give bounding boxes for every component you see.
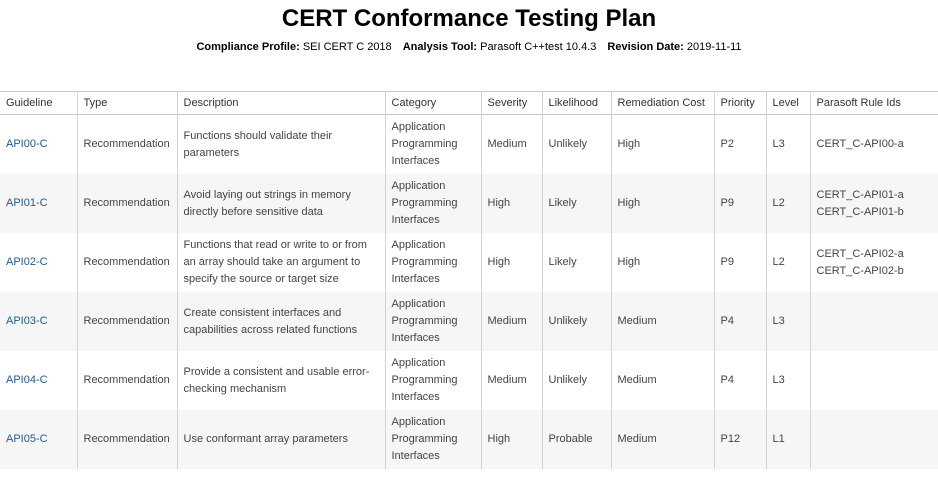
column-header[interactable]: Category [385,92,481,115]
guideline-id[interactable]: API03-C [0,292,77,351]
type-cell: Recommendation [77,351,177,410]
remediation-cost-cell: High [611,174,714,233]
table-row [0,410,938,469]
table-row [0,351,938,410]
revision-date-label: Revision Date: [607,41,684,53]
severity-cell: Medium [481,351,542,410]
page-title: CERT Conformance Testing Plan [281,5,657,32]
priority-cell: P9 [714,233,766,292]
rule-id: CERT_C-API01-a [816,188,904,201]
type-cell: Recommendation [77,292,177,351]
rule-id: CERT_C-API02-a [816,247,904,260]
category-cell: Application Programming Interfaces [385,233,481,292]
remediation-cost-cell: Medium [611,351,714,410]
rule-ids-cell [810,174,938,233]
column-header[interactable]: Remediation Cost [611,92,714,115]
type-cell: Recommendation [77,410,177,469]
description-cell: Functions should validate their parameters [177,115,385,175]
table-row [0,115,938,175]
category-cell: Application Programming Interfaces [385,174,481,233]
analysis-tool-value: Parasoft C++test 10.4.3 [480,41,597,53]
level-cell: L2 [766,233,810,292]
priority-cell: P12 [714,410,766,469]
priority-cell: P9 [714,174,766,233]
guideline-id[interactable]: API02-C [0,233,77,292]
severity-cell: Medium [481,292,542,351]
revision-date-value: 2019-11-11 [686,41,742,53]
compliance-profile-label: Compliance Profile: [196,41,300,53]
priority-cell: P2 [714,115,766,175]
column-header[interactable]: Priority [714,92,766,115]
type-cell: Recommendation [77,115,177,175]
likelihood-cell: Likely [542,233,611,292]
level-cell: L1 [766,410,810,469]
severity-cell: Medium [481,115,542,175]
likelihood-cell: Unlikely [542,351,611,410]
description-cell: Create consistent interfaces and capabilities across related functions [177,292,385,351]
category-cell: Application Programming Interfaces [385,410,481,469]
column-header[interactable]: Guideline [0,92,77,115]
rule-ids-cell [810,292,938,351]
column-header[interactable]: Severity [481,92,542,115]
guideline-id[interactable]: API00-C [0,115,77,175]
table-row [0,174,938,233]
severity-cell: High [481,233,542,292]
table-header-row [0,92,938,115]
guidelines-table [0,91,938,469]
guideline-id[interactable]: API04-C [0,351,77,410]
remediation-cost-cell: High [611,115,714,175]
level-cell: L3 [766,292,810,351]
level-cell: L3 [766,351,810,410]
column-header[interactable]: Likelihood [542,92,611,115]
priority-cell: P4 [714,292,766,351]
rule-ids-cell [810,233,938,292]
description-cell: Avoid laying out strings in memory directly before sensitive data [177,174,385,233]
likelihood-cell: Unlikely [542,115,611,175]
revision-date [607,41,741,53]
rule-id: CERT_C-API01-b [816,205,904,218]
rule-ids-cell [810,115,938,175]
severity-cell: High [481,174,542,233]
table-row [0,233,938,292]
likelihood-cell: Likely [542,174,611,233]
type-cell: Recommendation [77,174,177,233]
analysis-tool-label: Analysis Tool: [402,41,478,53]
column-header[interactable]: Level [766,92,810,115]
remediation-cost-cell: High [611,233,714,292]
likelihood-cell: Probable [542,410,611,469]
compliance-profile-value: SEI CERT C 2018 [302,41,392,53]
compliance-profile [196,41,391,53]
category-cell: Application Programming Interfaces [385,292,481,351]
remediation-cost-cell: Medium [611,410,714,469]
severity-cell: High [481,410,542,469]
category-cell: Application Programming Interfaces [385,115,481,175]
type-cell: Recommendation [77,233,177,292]
description-cell: Provide a consistent and usable error-checking mechanism [177,351,385,410]
analysis-tool [403,41,597,53]
level-cell: L2 [766,174,810,233]
likelihood-cell: Unlikely [542,292,611,351]
guideline-id[interactable]: API01-C [0,174,77,233]
rule-id: CERT_C-API02-b [816,264,904,277]
table-row [0,292,938,351]
description-cell: Functions that read or write to or from an array should take an argument to specify the source or target size [177,233,385,292]
remediation-cost-cell: Medium [611,292,714,351]
rule-ids-cell [810,410,938,469]
priority-cell: P4 [714,351,766,410]
rule-ids-cell [810,351,938,410]
column-header[interactable]: Parasoft Rule Ids [810,92,938,115]
rule-id: CERT_C-API00-a [816,138,904,150]
guideline-id[interactable]: API05-C [0,410,77,469]
level-cell: L3 [766,115,810,175]
column-header[interactable]: Type [77,92,177,115]
category-cell: Application Programming Interfaces [385,351,481,410]
column-header[interactable]: Description [177,92,385,115]
table-body [0,115,938,470]
guidelines-table-container [0,91,938,469]
report-meta [0,39,938,55]
description-cell: Use conformant array parameters [177,410,385,469]
